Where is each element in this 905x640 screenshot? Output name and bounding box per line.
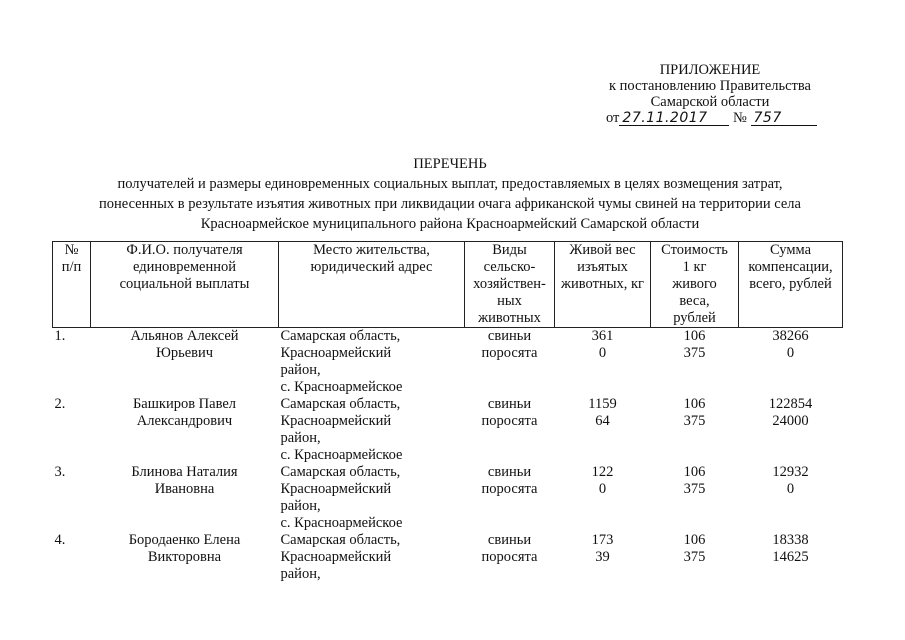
row-number-cell: 1. [54, 328, 66, 344]
recipient-name: Викторовна [147, 549, 222, 565]
header-line: сельско- [483, 259, 536, 275]
recipient-name: Альянов Алексей [130, 328, 239, 344]
recipient-address: район, [280, 362, 321, 378]
recipient-address: район, [280, 566, 321, 582]
table-header-row [53, 242, 843, 328]
live-weight: 122 [591, 464, 614, 480]
header-line: всего, рублей [749, 276, 832, 292]
header-line: Стоимость [661, 242, 728, 258]
header-line: ных [497, 293, 522, 309]
compensation-sum: 18338 [772, 532, 809, 548]
row-number-cell: 2. [54, 396, 66, 412]
header-line: Живой вес [569, 242, 636, 258]
header-line: социальной выплаты [119, 276, 250, 292]
compensation-sum: 12932 [772, 464, 809, 480]
recipient-name-cell [91, 532, 279, 583]
header-line: единовременной [132, 259, 237, 275]
live-weight-cell [555, 532, 651, 583]
compensation-sum: 0 [786, 345, 795, 361]
row-number-cell: 4. [54, 532, 66, 548]
recipient-name-cell [91, 396, 279, 464]
header-line: п/п [61, 259, 82, 275]
animal-type-cell [465, 464, 555, 532]
animal-type: свиньи [487, 328, 532, 344]
price-per-kg: 375 [683, 413, 706, 429]
recipient-address-cell [279, 532, 465, 583]
recipient-address: Самарская область, [280, 464, 401, 480]
header-weight [555, 242, 651, 328]
recipient-address: с. Красноармейское [280, 515, 403, 531]
live-weight: 361 [591, 328, 614, 344]
header-line: хозяйствен- [473, 276, 546, 292]
header-line: 1 кг [682, 259, 707, 275]
header-line: юридический адрес [310, 259, 433, 275]
header-line: веса, [679, 293, 710, 309]
recipient-address: с. Красноармейское [280, 447, 403, 463]
recipient-address: Самарская область, [280, 328, 401, 344]
recipient-address-cell [279, 396, 465, 464]
recipient-name: Блинова Наталия [131, 464, 238, 480]
recipient-address: Красноармейский [280, 413, 392, 429]
handwritten-date: 27.11.2017 [619, 111, 729, 126]
animal-type: свиньи [487, 396, 532, 412]
heading-line-3: Красноармейское муниципального района Красноармейский Самарской области [200, 216, 700, 232]
heading-title: ПЕРЕЧЕНЬ [413, 156, 487, 172]
table-row [53, 328, 843, 397]
animal-type: поросята [481, 549, 538, 565]
recipient-address: Красноармейский [280, 481, 392, 497]
compensation-sum-cell [739, 396, 843, 464]
compensation-sum: 0 [786, 481, 795, 497]
live-weight: 0 [598, 345, 607, 361]
price-per-kg: 375 [683, 549, 706, 565]
appendix-title: ПРИЛОЖЕНИЕ [659, 62, 761, 78]
live-weight: 0 [598, 481, 607, 497]
recipient-name-cell [91, 328, 279, 397]
number-prefix: № [733, 110, 747, 126]
price-per-kg: 106 [683, 532, 706, 548]
table-row [53, 396, 843, 464]
document-heading [40, 154, 860, 234]
recipient-address: район, [280, 498, 321, 514]
recipient-name-cell [91, 464, 279, 532]
header-no [53, 242, 91, 328]
header-address [279, 242, 465, 328]
recipient-address: район, [280, 430, 321, 446]
header-line: № [64, 242, 79, 258]
appendix-date-line [560, 110, 860, 126]
recipient-name: Юрьевич [155, 345, 214, 361]
appendix-line-1: к постановлению Правительства [609, 78, 811, 94]
recipient-address: Самарская область, [280, 396, 401, 412]
header-sum [739, 242, 843, 328]
price-per-kg-cell [651, 396, 739, 464]
handwritten-number: 757 [751, 111, 817, 126]
header-animal-type [465, 242, 555, 328]
compensation-sum-cell [739, 532, 843, 583]
price-per-kg: 375 [683, 345, 706, 361]
compensation-sum: 14625 [772, 549, 809, 565]
price-per-kg: 375 [683, 481, 706, 497]
live-weight-cell [555, 328, 651, 397]
price-per-kg: 106 [683, 396, 706, 412]
animal-type-cell [465, 328, 555, 397]
appendix-block [560, 62, 860, 126]
live-weight: 1159 [588, 396, 617, 412]
price-per-kg-cell [651, 328, 739, 397]
animal-type: поросята [481, 481, 538, 497]
heading-line-2: понесенных в результате изъятия животных при ликвидации очага африканской чумы свиней на территории села [99, 196, 801, 212]
price-per-kg-cell [651, 464, 739, 532]
header-line: Место жительства, [313, 242, 430, 258]
recipient-address: Красноармейский [280, 345, 392, 361]
animal-type-cell [465, 396, 555, 464]
recipient-address-cell [279, 464, 465, 532]
header-line: живого [672, 276, 717, 292]
table-body [53, 328, 843, 584]
compensation-sum-cell [739, 328, 843, 397]
header-price [651, 242, 739, 328]
table-row [53, 464, 843, 532]
animal-type: поросята [481, 413, 538, 429]
live-weight-cell [555, 464, 651, 532]
live-weight: 39 [595, 549, 610, 565]
compensation-sum: 24000 [772, 413, 809, 429]
live-weight: 64 [595, 413, 610, 429]
recipient-address: Красноармейский [280, 549, 392, 565]
live-weight: 173 [591, 532, 614, 548]
animal-type-cell [465, 532, 555, 583]
recipient-name: Ивановна [154, 481, 215, 497]
recipients-table [52, 241, 843, 583]
header-name [91, 242, 279, 328]
compensation-sum: 122854 [768, 396, 813, 412]
recipient-name: Бородаенко Елена [128, 532, 241, 548]
animal-type: поросята [481, 345, 538, 361]
header-line: животных, кг [561, 276, 644, 292]
date-prefix: от [606, 110, 620, 126]
compensation-sum-cell [739, 464, 843, 532]
heading-line-1: получателей и размеры единовременных социальных выплат, предоставляемых в целях возмещения затрат, [117, 176, 783, 192]
recipient-address-cell [279, 328, 465, 397]
appendix-line-2: Самарской области [650, 94, 770, 110]
header-line: Виды [492, 242, 527, 258]
header-line: Сумма [769, 242, 812, 258]
header-line: изъятых [577, 259, 628, 275]
price-per-kg-cell [651, 532, 739, 583]
header-line: Ф.И.О. получателя [126, 242, 243, 258]
compensation-sum: 38266 [772, 328, 809, 344]
recipient-address: с. Красноармейское [280, 379, 403, 395]
header-line: животных [478, 310, 541, 326]
price-per-kg: 106 [683, 328, 706, 344]
animal-type: свиньи [487, 532, 532, 548]
price-per-kg: 106 [683, 464, 706, 480]
header-line: компенсации, [748, 259, 833, 275]
recipient-name: Башкиров Павел [132, 396, 237, 412]
recipient-address: Самарская область, [280, 532, 401, 548]
animal-type: свиньи [487, 464, 532, 480]
header-line: рублей [673, 310, 716, 326]
table-row [53, 532, 843, 583]
row-number-cell: 3. [54, 464, 66, 480]
recipient-name: Александрович [136, 413, 233, 429]
live-weight-cell [555, 396, 651, 464]
